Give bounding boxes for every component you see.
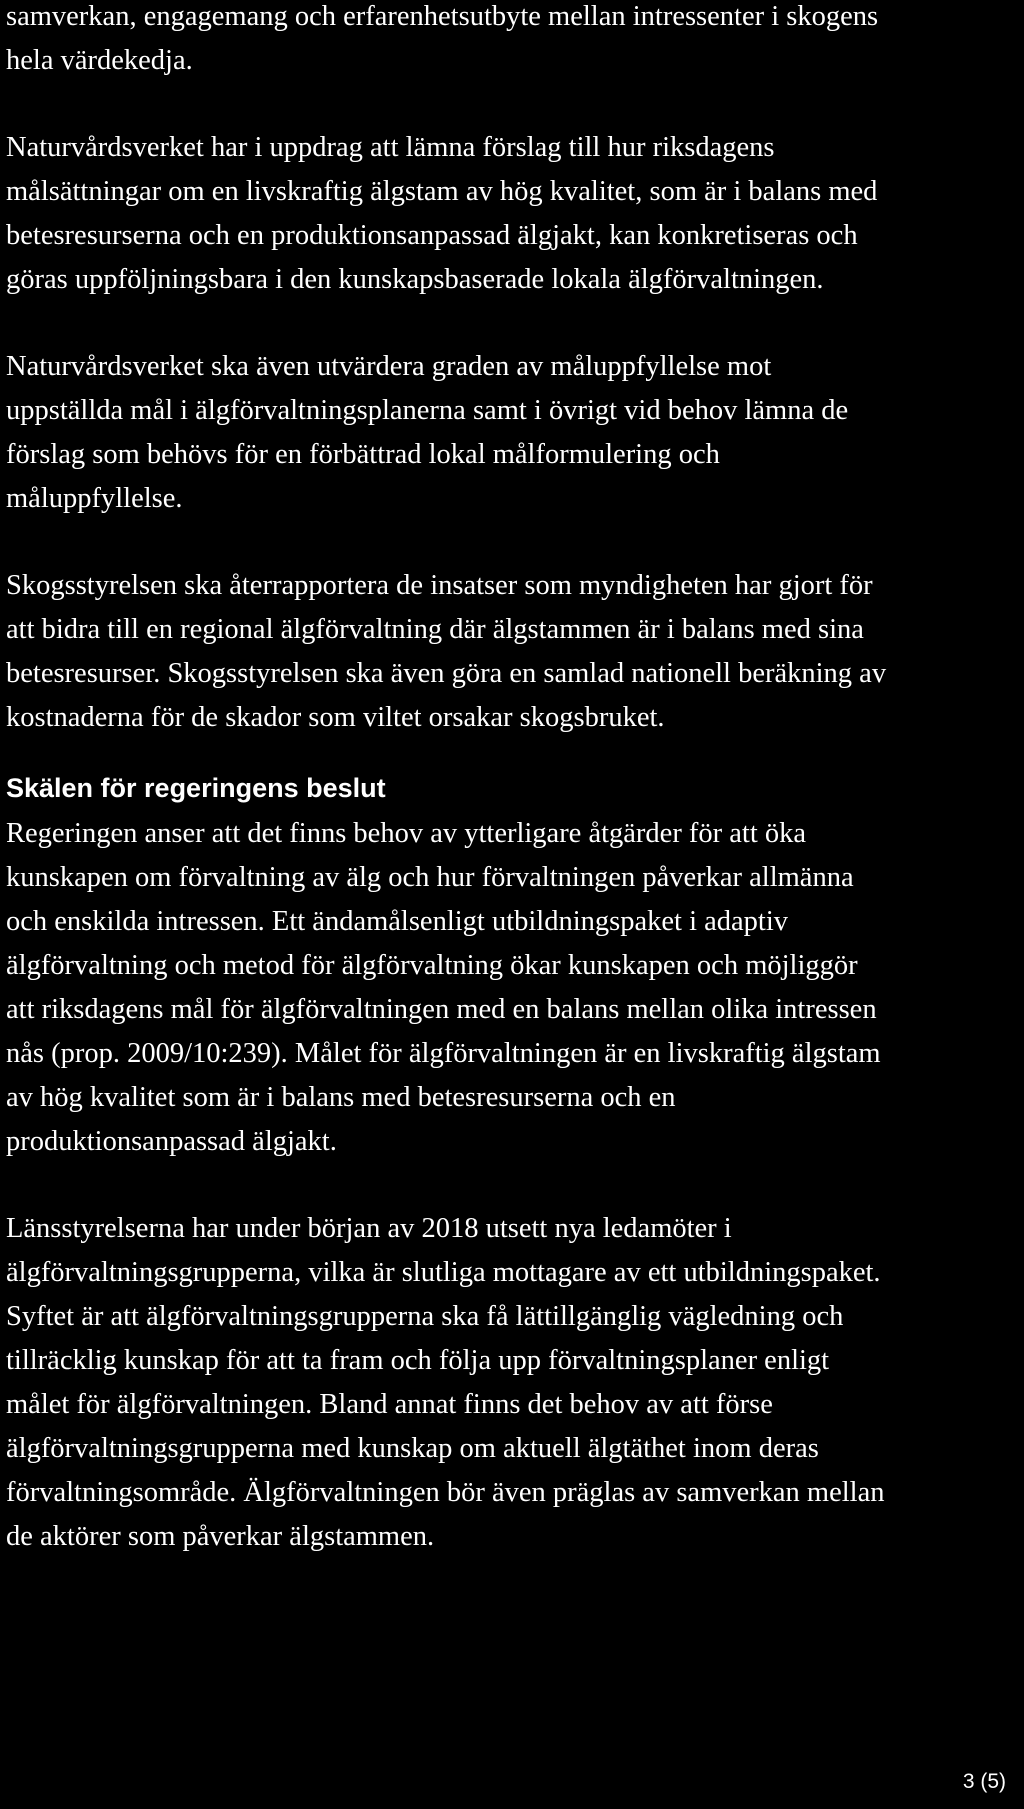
text-line: måluppfyllelse. — [6, 483, 183, 514]
text-line: betesresurserna och en produktionsanpassad älgjakt, kan konkretiseras och — [6, 220, 858, 251]
text-line: kostnaderna för de skador som viltet orsakar skogsbruket. — [6, 702, 665, 733]
text-line: förvaltningsområde. Älgförvaltningen bör även präglas av samverkan mellan — [6, 1477, 885, 1508]
text-line: betesresurser. Skogsstyrelsen ska även göra en samlad nationell beräkning av — [6, 658, 887, 689]
paragraph-6 — [6, 1207, 1016, 1559]
text-line: nås (prop. 2009/10:239). Målet för älgförvaltningen är en livskraftig älgstam — [6, 1038, 881, 1069]
text-line: Naturvårdsverket ska även utvärdera graden av måluppfyllelse mot — [6, 351, 772, 382]
text-line: kunskapen om förvaltning av älg och hur förvaltningen påverkar allmänna — [6, 862, 854, 893]
text-line: Länsstyrelserna har under början av 2018 utsett nya ledamöter i — [6, 1213, 732, 1244]
paragraph-5 — [6, 812, 1016, 1164]
text-line: tillräcklig kunskap för att ta fram och följa upp förvaltningsplaner enligt — [6, 1345, 830, 1376]
text-line: målsättningar om en livskraftig älgstam av hög kvalitet, som är i balans med — [6, 176, 878, 207]
text-line: göras uppföljningsbara i den kunskapsbaserade lokala älgförvaltningen. — [6, 264, 824, 295]
text-line: att bidra till en regional älgförvaltning där älgstammen är i balans med sina — [6, 614, 864, 645]
text-line: och enskilda intressen. Ett ändamålsenligt utbildningspaket i adaptiv — [6, 906, 788, 937]
text-line: hela värdekedja. — [6, 45, 193, 76]
paragraph-1 — [6, 0, 1016, 83]
text-line: Syftet är att älgförvaltningsgrupperna ska få lättillgänglig vägledning och — [6, 1301, 844, 1332]
text-line: produktionsanpassad älgjakt. — [6, 1126, 337, 1157]
section-heading: Skälen för regeringens beslut — [6, 773, 386, 803]
page-number: 3 (5) — [962, 1770, 1006, 1793]
document-page — [6, 0, 1016, 1602]
text-line: samverkan, engagemang och erfarenhetsutbyte mellan intressenter i skogens — [6, 1, 879, 32]
text-line: de aktörer som påverkar älgstammen. — [6, 1521, 435, 1552]
text-line: Regeringen anser att det finns behov av ytterligare åtgärder för att öka — [6, 818, 807, 849]
text-line: av hög kvalitet som är i balans med betesresurserna och en — [6, 1082, 676, 1113]
text-line: Skogsstyrelsen ska återrapportera de insatser som myndigheten har gjort för — [6, 570, 873, 601]
text-line: förslag som behövs för en förbättrad lokal målformulering och — [6, 439, 720, 470]
text-line: Naturvårdsverket har i uppdrag att lämna förslag till hur riksdagens — [6, 132, 775, 163]
text-line: uppställda mål i älgförvaltningsplanerna samt i övrigt vid behov lämna de — [6, 395, 849, 426]
text-line: älgförvaltning och metod för älgförvaltning ökar kunskapen och möjliggör — [6, 950, 858, 981]
text-line: att riksdagens mål för älgförvaltningen med en balans mellan olika intressen — [6, 994, 877, 1025]
text-line: målet för älgförvaltningen. Bland annat finns det behov av att förse — [6, 1389, 773, 1420]
text-line: älgförvaltningsgrupperna, vilka är slutliga mottagare av ett utbildningspaket. — [6, 1257, 881, 1288]
paragraph-4 — [6, 564, 1016, 740]
paragraph-3 — [6, 345, 1016, 521]
text-line: älgförvaltningsgrupperna med kunskap om aktuell älgtäthet inom deras — [6, 1433, 819, 1464]
paragraph-2 — [6, 126, 1016, 302]
